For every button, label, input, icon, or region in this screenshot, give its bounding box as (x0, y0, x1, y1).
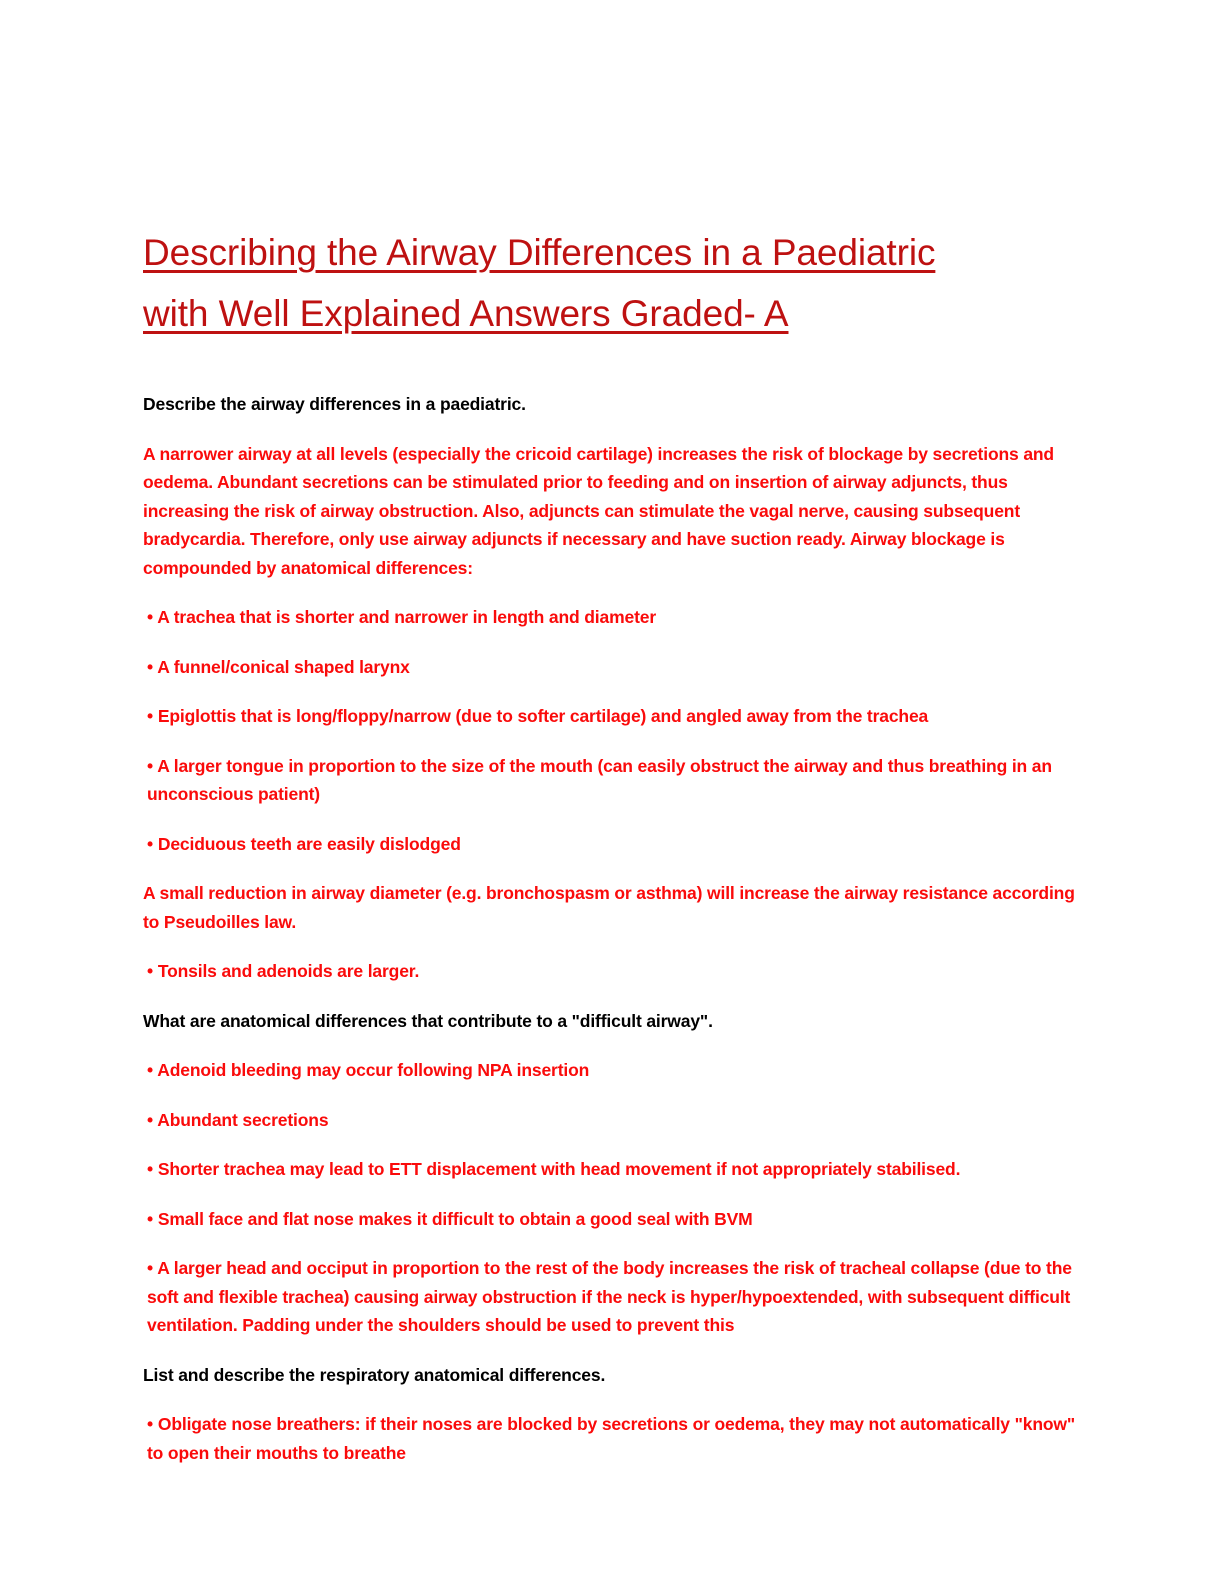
bullet-marker: • (147, 1414, 154, 1434)
bullet-marker: • (147, 656, 154, 677)
bullet-marker: • (147, 1159, 154, 1179)
answer-bullet-item (143, 1410, 1078, 1467)
page-title-line-2: with Well Explained Answers Graded- A (143, 293, 789, 334)
answer-bullet-item (143, 830, 1078, 859)
bullet-label: Epiglottis that is long/floppy/narrow (due to softer cartilage) and angled away from the trachea (153, 706, 929, 726)
answer-bullet-item (143, 653, 1078, 682)
page-title-line-1: Describing the Airway Differences in a Paediatric (143, 232, 936, 273)
bullet-label: Abundant secretions (153, 1109, 329, 1130)
question-text: Describe the airway differences in a paediatric. (143, 394, 526, 414)
bullet-marker: • (147, 833, 154, 854)
bullet-marker: • (147, 607, 154, 627)
answer-bullet-item (143, 702, 1078, 731)
bullet-label: A larger tongue in proportion to the size of the mouth (can easily obstruct the airway and thus breathing in an unconscious patient) (147, 755, 1052, 804)
bullet-marker: • (147, 961, 154, 981)
answer-bullet-item (143, 1155, 1078, 1184)
answer-bullet-item (143, 603, 1078, 632)
answer-paragraph: A narrower airway at all levels (especially the cricoid cartilage) increases the risk of blockage by secretions and oedema. Abundant secretions can be stimulated prior to feeding and on insertion of airway adjuncts, thus increasing the risk of airway obstruction. Also, adjuncts can stimulate the vagal nerve, causing subsequent bradycardia. Therefore, only use airway adjuncts if necessary and have suction ready. Airway blockage is compounded by anatomical differences: (143, 443, 1054, 578)
document-body (143, 390, 1078, 1467)
bullet-label: A larger head and occiput in proportion to the rest of the body increases the risk of tracheal collapse (due to the soft and flexible trachea) causing airway obstruction if the neck is hyper/hypoextended, with subsequent difficult ventilation. Padding under the shoulders should be used to prevent this (147, 1258, 1072, 1335)
page-title (143, 222, 1043, 344)
answer-bullet-item (143, 1106, 1078, 1135)
bullet-label: Small face and flat nose makes it difficult to obtain a good seal with BVM (153, 1208, 753, 1229)
question-text: What are anatomical differences that contribute to a "difficult airway". (143, 1010, 713, 1031)
bullet-marker: • (147, 1208, 154, 1229)
answer-bullet-item (143, 1205, 1078, 1234)
question-text: List and describe the respiratory anatomical differences. (143, 1364, 606, 1385)
answer-bullet-item (143, 1254, 1078, 1340)
bullet-label: Deciduous teeth are easily dislodged (153, 833, 461, 854)
bullet-label: Tonsils and adenoids are larger. (153, 961, 420, 981)
bullet-label: Adenoid bleeding may occur following NPA insertion (153, 1060, 590, 1080)
bullet-label: Obligate nose breathers: if their noses are blocked by secretions or oedema, they may not automatically "know" to open their mouths to breathe (147, 1414, 1076, 1463)
bullet-label: A funnel/conical shaped larynx (153, 656, 410, 677)
bullet-label: A trachea that is shorter and narrower in length and diameter (153, 607, 656, 627)
bullet-marker: • (147, 1258, 154, 1278)
answer-paragraph: A small reduction in airway diameter (e.g. bronchospasm or asthma) will increase the airway resistance according to Pseudoilles law. (143, 883, 1075, 932)
bullet-marker: • (147, 1109, 154, 1130)
bullet-marker: • (147, 1060, 154, 1080)
answer-bullet-item (143, 1056, 1078, 1085)
answer-bullet-item (143, 957, 1078, 986)
answer-bullet-item (143, 752, 1078, 809)
bullet-marker: • (147, 706, 154, 726)
bullet-marker: • (147, 755, 154, 776)
bullet-label: Shorter trachea may lead to ETT displacement with head movement if not appropriately stabilised. (153, 1159, 961, 1179)
